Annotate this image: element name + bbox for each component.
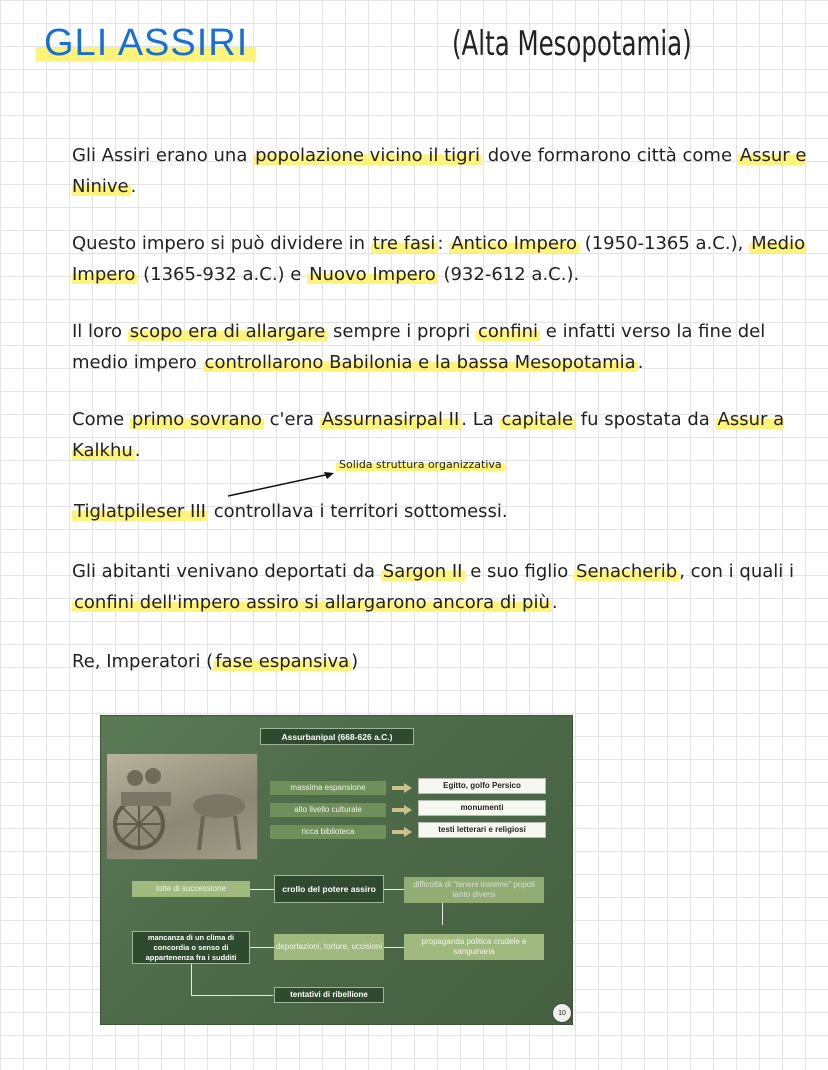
assyrian-relief-image: [106, 753, 258, 860]
paragraph-3: Il loro scopo era di allargare sempre i propri confini e infatti verso la fine del medio impero controllarono Babilonia e la bassa Mesopotamia .: [72, 321, 766, 373]
connector-line: [191, 995, 273, 996]
slide-row-left-1: massima espansione: [270, 781, 386, 795]
slide-row-left-3: ricca biblioteca: [270, 825, 386, 839]
slide-image: [100, 715, 573, 1025]
slide-box-ribellione: tentativi di ribellione: [274, 987, 384, 1003]
page-title: GLI ASSIRI: [36, 22, 256, 65]
connector-line: [250, 889, 274, 890]
slide-row-right-1: Egitto, golfo Persico: [418, 778, 546, 794]
slide-row-left-2: alto livello culturale: [270, 803, 386, 817]
paragraph-7: Re, Imperatori ( fase espansiva ): [72, 651, 359, 672]
margin-annotation: Solida struttura organizzativa: [336, 458, 505, 471]
slide-row-right-2: monumenti: [418, 800, 546, 816]
connector-line: [191, 964, 192, 996]
slide-box-difficolta: difficoltà di "tenere insieme" popoli tanto diversi: [404, 877, 544, 903]
right-arrow-icon: [392, 783, 412, 793]
paragraph-6: Gli abitanti venivano deportati da Sargon II e suo figlio Senacherib , con i quali i confini dell'impero assiro si allargarono ancora di più .: [72, 561, 794, 613]
slide-box-propaganda: propaganda politica crudele e sanguinaria: [404, 934, 544, 960]
connector-line: [384, 947, 404, 948]
right-arrow-icon: [392, 827, 412, 837]
connector-line: [384, 889, 404, 890]
page-subtitle: (Alta Mesopotamia): [452, 24, 692, 64]
slide-box-crollo: crollo del potere assiro: [274, 875, 384, 903]
slide-box-mancanza: mancanza di un clima di concordia o senso di appartenenza fra i sudditi: [132, 931, 250, 964]
connector-line: [442, 903, 443, 925]
slide-row-right-3: testi letterari e religiosi: [418, 822, 546, 838]
slide-header: Assurbanipal (668-626 a.C.): [260, 728, 414, 745]
paragraph-1: Gli Assiri erano una popolazione vicino il tigri dove formarono città come Assur e Ninive .: [72, 145, 807, 197]
slide-page-number: 10: [552, 1003, 572, 1023]
slide-box-lotte: lotte di successione: [132, 881, 250, 897]
paragraph-5: Tiglatpileser III controllava i territori sottomessi.: [74, 501, 508, 522]
slide-box-deportazioni: deportazioni, torture, uccisioni: [274, 934, 384, 960]
paragraph-2: Questo impero si può dividere in tre fasi : Antico Impero (1950-1365 a.C.), Medio Impero (1365-932 a.C.) e Nuovo Impero (932-612 a.C.).: [72, 233, 806, 285]
paragraph-4: Come primo sovrano c'era Assurnasirpal II . La capitale fu spostata da Assur a Kalkhu .: [72, 409, 785, 461]
right-arrow-icon: [392, 805, 412, 815]
connector-line: [250, 947, 274, 948]
chariot-relief-icon: [107, 754, 257, 859]
